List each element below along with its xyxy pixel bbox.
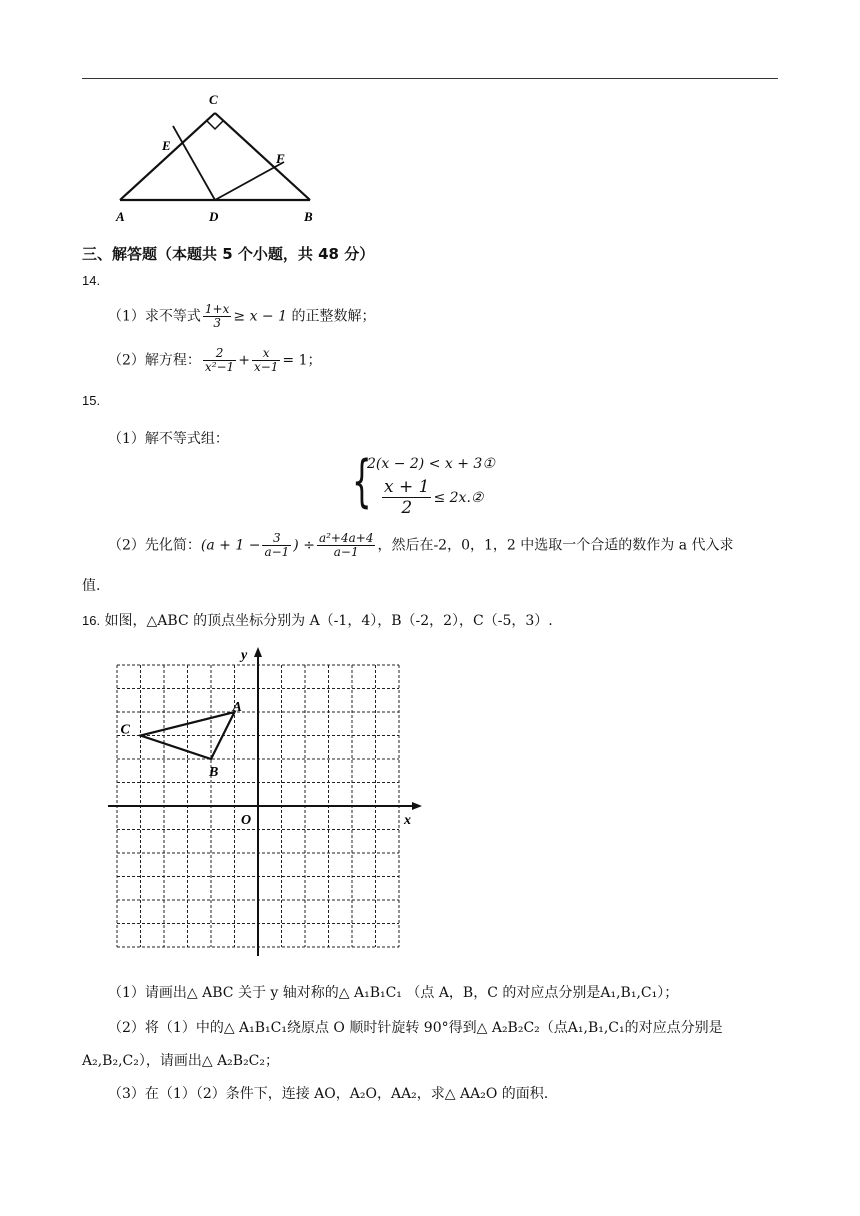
q15-part1: （1）解不等式组： [108,431,229,447]
q14-p1-suffix: 的正整数解； [287,308,376,325]
label-B: B [304,209,313,224]
q14-p1-frac-den: 3 [213,316,221,330]
q15-p2-f2-den: a−1 [333,545,359,559]
x-axis-label: x [404,813,411,828]
y-axis-arrow [254,647,262,657]
q14-p2-rest: = 1； [282,352,322,369]
inequality-2 [380,477,483,518]
origin-label: O [241,813,252,828]
label-D: D [209,209,219,224]
left-brace: { [352,449,372,514]
q15-p2-suffix: ，然后在-2，0，1，2 中选取一个合适的数作为 a 代入求 [377,537,734,554]
triangle-figure [110,88,330,228]
q14-part1 [108,303,375,330]
q15-number: 15. [82,393,101,408]
q15-part2 [108,532,734,559]
q15-p2-fraction1 [262,532,291,559]
label-A: A [116,209,125,224]
q15-p2-expr-b: ) ÷ [293,537,315,554]
label-C: C [209,92,218,107]
label-E: E [162,138,171,153]
vertex-label-C: C [120,722,130,738]
q16-part3: （3）在（1）（2）条件下，连接 AO，A₂O，AA₂，求△ AA₂O 的面积. [108,1086,549,1102]
q16-part2-line1: （2）将（1）中的△ A₁B₁C₁绕原点 O 顺时针旋转 90°得到△ A₂B₂C₂（点A₁,B₁,C₁的对应点分别是 [108,1020,723,1036]
vertex-label-B: B [209,765,219,780]
ineq2-den: 2 [401,498,413,518]
label-F: F [276,151,285,166]
q14-p2-prefix: （2）解方程： [108,352,201,369]
q14-p2-f2-den: x−1 [253,360,279,374]
inequality-system [352,449,552,522]
vertex-label-A: A [232,700,242,715]
q15-p2-f1-den: a−1 [264,545,290,559]
ineq2-rest: ≤ 2x.② [433,490,484,506]
q15-p2-fraction2 [317,532,376,559]
x-axis-arrow [412,802,422,810]
q14-part2 [108,347,322,374]
q14-p2-f1-num: 2 [203,347,236,361]
inequality-1: 2(x − 2) < x + 3① [367,456,495,472]
q14-p2-fraction1 [203,347,236,374]
q15-p2-f2-num: a²+4a+4 [318,531,374,545]
q15-p2-expr-a: (a + 1 − [200,537,261,554]
q14-number: 14. [82,273,101,288]
q16-intro [82,610,553,630]
coordinate-grid [100,645,430,960]
q16-intro-text: 如图，△ABC 的顶点坐标分别为 A（-1，4），B（-2，2），C（-5，3）. [104,613,553,629]
q14-p1-prefix: （1）求不等式 [108,308,201,325]
section-title: 三、解答题（本题共 5 个小题，共 48 分） [82,245,375,263]
q16-part2-line2: A₂,B₂,C₂），请画出△ A₂B₂C₂； [82,1053,280,1069]
q14-p2-f1-den: x²−1 [204,360,235,374]
q14-p1-rest: ≥ x − 1 [233,308,288,325]
header-rule [82,78,778,79]
q15-part2-continued: 值. [82,578,101,594]
q14-p2-plus: + [238,352,250,369]
q16-part1: （1）请画出△ ABC 关于 y 轴对称的△ A₁B₁C₁ （点 A，B，C 的对应点分别是A₁,B₁,C₁）； [108,985,679,1001]
q14-p2-f2-num: x [252,347,280,361]
q14-p1-frac-num: 1+x [204,302,230,316]
q16-number: 16. [82,613,101,628]
ineq2-fraction [382,477,431,518]
q14-p2-fraction2 [252,347,280,374]
q15-p2-prefix: （2）先化简： [108,537,201,554]
y-axis-label: y [241,648,248,663]
ineq2-num: x + 1 [384,477,430,497]
q15-p2-f1-num: 3 [262,532,291,546]
q14-p1-fraction [203,303,231,330]
